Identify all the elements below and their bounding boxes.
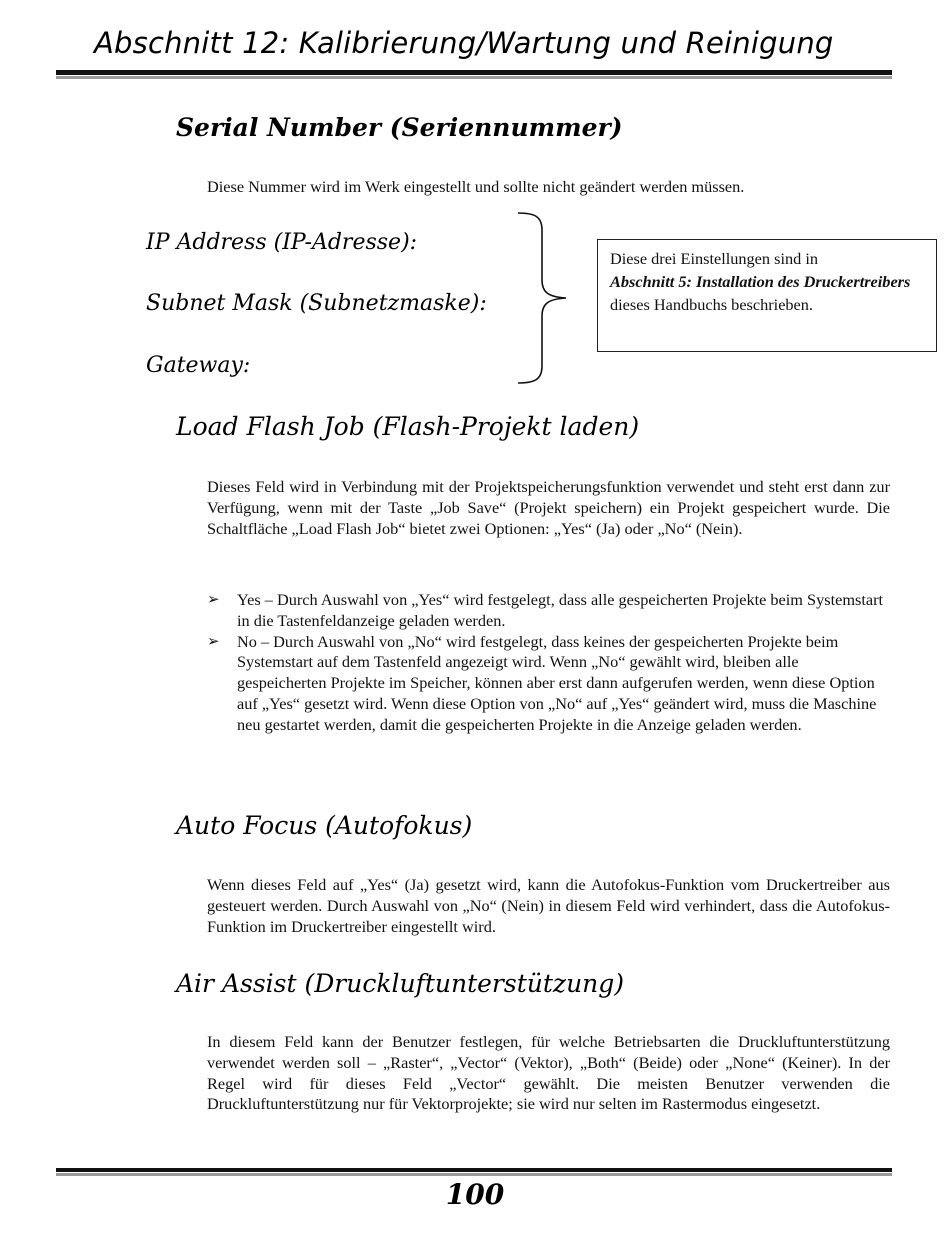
note-text: Diese drei Einstellungen sind in: [610, 249, 818, 268]
page-number: 100: [445, 1178, 505, 1211]
air-assist-text: In diesem Feld kann der Benutzer festlegen, für welche Betriebsarten die Druckluftunterstützung verwendet werden soll – „Raster“, „Vector“ (Vektor), „Both“ (Beide) oder „None“ (Keiner). In der Regel wird für dieses Feld „Vector“ gewählt. Die meisten Benutzer verwenden die Druckluftunterstützung nur für Vektorprojekte; sie wird nur selten im Rastermodus eingesetzt.: [207, 1032, 890, 1114]
ip-address-label: IP Address (IP-Adresse):: [146, 230, 418, 255]
arrow-bullet-icon: ➢: [207, 633, 220, 650]
note-text-end: dieses Handbuchs beschrieben.: [610, 295, 813, 314]
bullet-text: No – Durch Auswahl von „No“ wird festgelegt, dass keines der gespeicherten Projekte beim Systemstart auf dem Tastenfeld angezeigt wird. Wenn „No“ gewählt wird, bleiben alle gespeicherten Projekte im Speicher, können aber erst dann aufgerufen werden, wenn diese Option auf „Yes“ gesetzt wird. Wenn diese Option von „No“ auf „Yes“ geändert wird, muss die Maschine neu gestartet werden, damit die gespeicherten Projekte in die Anzeige geladen werden.: [237, 631, 877, 734]
list-item: [207, 632, 890, 736]
arrow-bullet-icon: ➢: [207, 592, 220, 608]
auto-focus-text: Wenn dieses Feld auf „Yes“ (Ja) gesetzt wird, kann die Autofokus-Funktion vom Druckertreiber aus gesteuert werden. Durch Auswahl von „No“ (Nein) in diesem Feld wird verhindert, dass die Autofokus-Funktion im Druckertreiber eingestellt wird.: [207, 875, 890, 936]
serial-number-heading: Serial Number (Seriennummer): [176, 113, 623, 142]
load-flash-job-heading: Load Flash Job (Flash-Projekt laden): [176, 412, 640, 441]
bullet-text: Yes – Durch Auswahl von „Yes“ wird festgelegt, dass alle gespeicherten Projekte beim Systemstart in die Tastenfeldanzeige geladen werden.: [237, 590, 884, 630]
serial-number-text: Diese Nummer wird im Werk eingestellt und sollte nicht geändert werden müssen.: [207, 177, 745, 196]
footer-rule-shadow: [56, 1173, 892, 1176]
header-rule: [56, 70, 892, 75]
load-flash-job-options: [207, 590, 890, 736]
curly-brace-icon: [512, 210, 572, 386]
header-rule-shadow: [56, 76, 892, 79]
air-assist-heading: Air Assist (Druckluftunterstützung): [176, 969, 625, 998]
footer-rule: [56, 1168, 892, 1172]
list-item: [207, 590, 890, 632]
settings-note-box: [597, 239, 937, 352]
note-section-reference: Abschnitt 5: Installation des Druckertreibers: [610, 272, 911, 291]
load-flash-job-text: Dieses Feld wird in Verbindung mit der Projektspeicherungsfunktion verwendet und steht erst dann zur Verfügung, wenn mit der Taste „Job Save“ (Projekt speichern) ein Projekt gespeichert wurde. Die Schaltfläche „Load Flash Job“ bietet zwei Optionen: „Yes“ (Ja) oder „No“ (Nein).: [207, 477, 890, 538]
subnet-mask-label: Subnet Mask (Subnetzmaske):: [146, 291, 487, 316]
auto-focus-heading: Auto Focus (Autofokus): [176, 811, 473, 840]
gateway-label: Gateway:: [146, 353, 251, 378]
page-header-title: Abschnitt 12: Kalibrierung/Wartung und Reinigung: [94, 26, 834, 60]
